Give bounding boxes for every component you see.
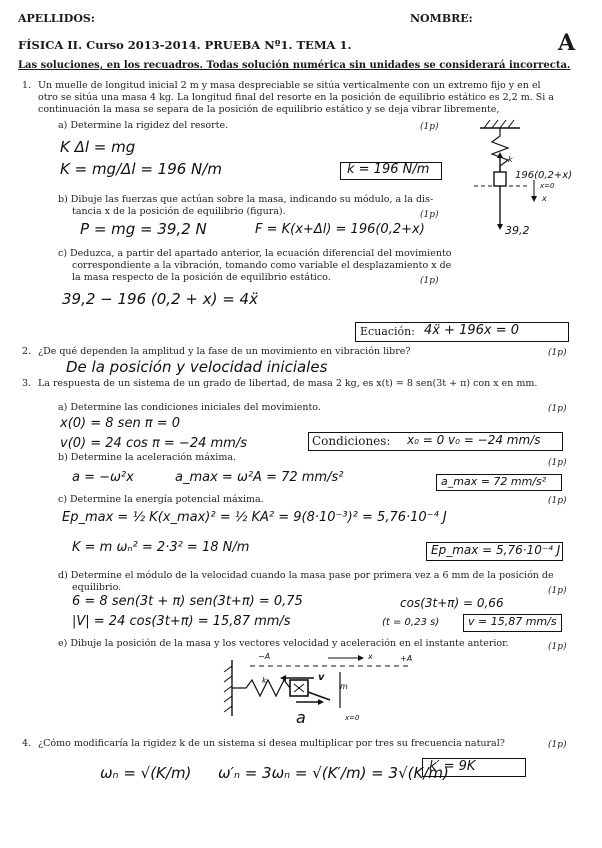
q3d-work-line2: |V| = 24 cos(3t+π) = 15,87 mm/s xyxy=(72,614,291,629)
q1-intro-line3: continuación la masa se separa de la posición de equilibrio estático y se deja vibrar libremente, xyxy=(38,104,500,115)
q1b-points: (1p) xyxy=(420,210,439,220)
q3e-fig-plus-a: +A xyxy=(400,654,413,663)
q3e-fig-minus-a: −A xyxy=(258,652,271,661)
q4-answer: k′ = 9K xyxy=(429,759,476,774)
q1c-text-line2: correspondiente a la vibración, tomando como variable el desplazamiento x de xyxy=(72,260,452,271)
q3b-work-line1: a = −ω²x xyxy=(72,470,134,485)
q3a-points: (1p) xyxy=(548,404,567,414)
q3-intro: La respuesta de un sistema de un grado de libertad, de masa 2 kg, es x(t) = 8 sen(3t + π) con x en mm. xyxy=(38,378,538,389)
q3c-text: c) Determine la energía potencial máxima. xyxy=(58,494,264,505)
q2-text: ¿De qué dependen la amplitud y la fase de un movimiento en vibración libre? xyxy=(38,346,411,357)
q1a-work-line2: K = mg/Δl = 196 N/m xyxy=(60,160,222,178)
q2-answer: De la posición y velocidad iniciales xyxy=(66,358,328,376)
q3b-points: (1p) xyxy=(548,458,567,468)
q3e-figure xyxy=(210,652,430,732)
apellidos-label: APELLIDOS: xyxy=(18,12,95,25)
q1-spring-figure xyxy=(470,118,580,258)
q1c-points: (1p) xyxy=(420,276,439,286)
q3b-text: b) Determine la aceleración máxima. xyxy=(58,452,237,463)
q1-fig-x-label: x xyxy=(542,194,547,203)
q1c-answer-label: Ecuación: xyxy=(360,325,415,338)
q1c-text-line3: la masa respecto de la posición de equilibrio estático. xyxy=(72,272,331,283)
q1-intro-line2: otro se sitúa una masa 4 kg. La longitud final del resorte en la posición de equilibrio estático es 2,2 m. Si a xyxy=(38,92,554,103)
q3a-answer-box xyxy=(308,432,563,451)
q1b-text-line1: b) Dibuje las fuerzas que actúan sobre la masa, indicando su módulo, a la dis- xyxy=(58,194,434,205)
q1a-work-line1: K Δl = mg xyxy=(60,138,136,156)
q3e-fig-x0-label: x=0 xyxy=(345,714,360,722)
q1a-text: a) Determine la rigidez del resorte. xyxy=(58,120,229,131)
q3a-answer: x₀ = 0 v₀ = −24 mm/s xyxy=(407,433,541,447)
q3e-text: e) Dibuje la posición de la masa y los vectores velocidad y aceleración en el instante anterior. xyxy=(58,638,509,649)
q3e-fig-k-label: k xyxy=(262,676,267,685)
q1-fig-k-label: k xyxy=(508,155,513,164)
q3b-answer-box xyxy=(436,474,562,491)
q3b-answer: a_max = 72 mm/s² xyxy=(441,475,547,488)
q4-answer-box xyxy=(422,758,526,777)
q1c-work: 39,2 − 196 (0,2 + x) = 4ẍ xyxy=(62,290,258,308)
q2-number: 2. xyxy=(22,346,32,357)
q3e-fig-a-label: a xyxy=(296,708,306,727)
nombre-label: NOMBRE: xyxy=(410,12,473,25)
q3e-fig-x-label: x xyxy=(368,652,373,661)
q3d-work-line1: 6 = 8 sen(3t + π) sen(3t+π) = 0,75 xyxy=(72,594,303,609)
q1b-text-line2: tancia x de la posición de equilibrio (figura). xyxy=(72,206,286,217)
q3a-work-line2: v(0) = 24 cos π = −24 mm/s xyxy=(60,436,247,451)
q3-number: 3. xyxy=(22,378,32,389)
q1c-text-line1: c) Deduzca, a partir del apartado anterior, la ecuación diferencial del movimiento xyxy=(58,248,452,259)
q1b-work-line1: P = mg = 39,2 N xyxy=(80,220,207,238)
q3c-work-line2: K = m ωₙ² = 2·3² = 18 N/m xyxy=(72,540,250,555)
version-letter: A xyxy=(558,30,576,56)
q3b-work-line2: a_max = ω²A = 72 mm/s² xyxy=(175,470,344,485)
q1c-answer: 4ẍ + 196x = 0 xyxy=(424,323,520,338)
q3c-points: (1p) xyxy=(548,496,567,506)
q4-number: 4. xyxy=(22,738,32,749)
q4-work-line2: ω′ₙ = 3ωₙ = √(K′/m) = 3√(K/m) xyxy=(218,764,449,782)
q3a-text: a) Determine las condiciones iniciales del movimiento. xyxy=(58,402,321,413)
q3d-work-line2b: (t = 0,23 s) xyxy=(382,617,440,628)
q3d-text-line1: d) Determine el módulo de la velocidad cuando la masa pase por primera vez a 6 mm de la posición de xyxy=(58,570,554,581)
q1c-answer-box xyxy=(355,322,569,342)
q1a-answer-box xyxy=(340,162,442,180)
q3d-text-line2: equilibrio. xyxy=(72,582,122,593)
q3c-work-line1: Ep_max = ½ K(x_max)² = ½ KA² = 9(8·10⁻³)² = 5,76·10⁻⁴ J xyxy=(62,510,447,525)
q3d-points: (1p) xyxy=(548,586,567,596)
q1-fig-weight-label: 39,2 xyxy=(505,224,530,237)
q1-fig-force-label: 196(0,2+x) xyxy=(515,170,573,181)
q3d-work-line1b: cos(3t+π) = 0,66 xyxy=(400,596,504,610)
q1-number: 1. xyxy=(22,80,32,91)
q3e-fig-v-label: v xyxy=(318,672,325,683)
q1a-points: (1p) xyxy=(420,122,439,132)
q3e-points: (1p) xyxy=(548,642,567,652)
q3d-answer: v = 15,87 mm/s xyxy=(468,615,557,628)
instructions: Las soluciones, en los recuadros. Todas solución numérica sin unidades se considerará incorrecta. xyxy=(18,60,571,71)
q3c-answer-box xyxy=(426,542,563,561)
q3a-work-line1: x(0) = 8 sen π = 0 xyxy=(60,416,181,431)
q4-points: (1p) xyxy=(548,740,567,750)
q1-fig-x0-label: x=0 xyxy=(540,182,555,190)
q3e-fig-m-label: m xyxy=(340,682,348,691)
q3c-answer: Ep_max = 5,76·10⁻⁴ J xyxy=(431,543,561,557)
q1b-work-line2: F = K(x+Δl) = 196(0,2+x) xyxy=(255,222,425,237)
q4-text: ¿Cómo modificaría la rigidez k de un sistema si desea multiplicar por tres su frecuencia natural? xyxy=(38,738,505,749)
q3a-answer-label: Condiciones: xyxy=(312,434,391,448)
q1-intro-line1: Un muelle de longitud inicial 2 m y masa despreciable se sitúa verticalmente con un extremo fijo y en el xyxy=(38,80,541,91)
q1a-answer: k = 196 N/m xyxy=(347,162,430,177)
q4-work-line1: ωₙ = √(K/m) xyxy=(100,764,192,782)
exam-title: FÍSICA II. Curso 2013-2014. PRUEBA Nº1. TEMA 1. xyxy=(18,38,352,52)
q2-points: (1p) xyxy=(548,348,567,358)
q3d-answer-box xyxy=(463,614,562,632)
